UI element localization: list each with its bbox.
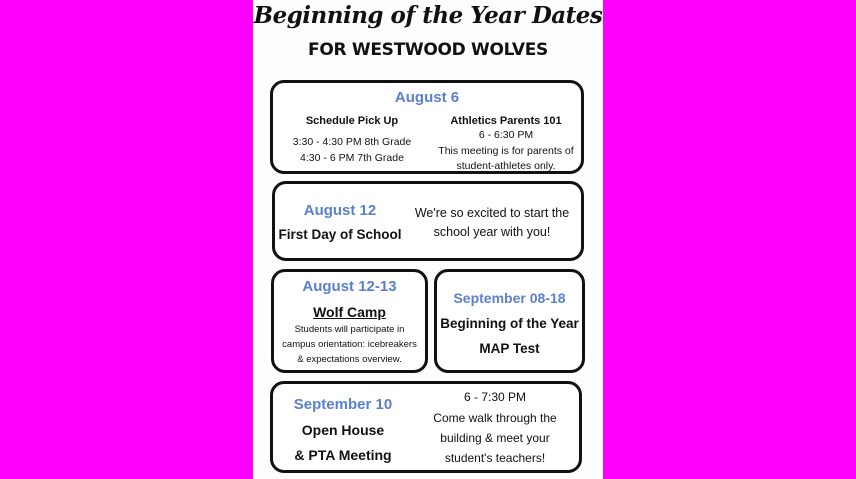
card-september-10: [270, 381, 582, 473]
wolf-camp-desc-1: Students will participate in: [294, 324, 405, 335]
athletics-heading: Athletics Parents 101: [450, 115, 562, 127]
schedule-line-7th: 4:30 - 6 PM 7th Grade: [300, 152, 404, 164]
aug12-note-2: school year with you!: [433, 225, 551, 239]
card-september-08-18: [434, 269, 585, 373]
aug12-note-1: We're so excited to start the: [414, 206, 570, 220]
open-house-event-1: Open House: [301, 422, 385, 438]
wolf-camp-desc-2: campus orientation: icebreakers: [282, 339, 417, 350]
open-house-note-3: student's teachers!: [444, 451, 546, 465]
card-date: August 6: [394, 89, 460, 106]
athletics-note-2: student-athletes only.: [456, 160, 556, 172]
card-date: September 08-18: [453, 290, 566, 306]
card-date: September 10: [293, 396, 393, 413]
open-house-time: 6 - 7:30 PM: [463, 390, 527, 404]
map-test-event-1: Beginning of the Year: [440, 316, 579, 331]
wolf-camp-desc-3: & expectations overview.: [297, 354, 402, 365]
card-august-12: [272, 181, 584, 261]
schedule-line-8th: 3:30 - 4:30 PM 8th Grade: [292, 136, 412, 148]
flyer-subtitle: FOR WESTWOOD WOLVES: [308, 40, 548, 60]
open-house-event-2: & PTA Meeting: [294, 447, 392, 463]
card-date: August 12-13: [302, 278, 397, 295]
open-house-note-2: building & meet your: [440, 431, 550, 445]
flyer: [253, 0, 603, 479]
first-day-event: First Day of School: [278, 227, 402, 242]
open-house-note-1: Come walk through the: [433, 411, 557, 425]
card-august-12-13: [271, 269, 428, 373]
card-date: August 12: [303, 202, 377, 219]
wolf-camp-event: Wolf Camp: [313, 304, 386, 320]
flyer-title: Beginning of the Year Dates: [253, 2, 603, 29]
map-test-event-2: MAP Test: [479, 341, 540, 356]
schedule-pickup-heading: Schedule Pick Up: [305, 115, 399, 127]
card-august-6: [270, 80, 584, 174]
athletics-time: 6 - 6:30 PM: [478, 129, 534, 141]
athletics-note-1: This meeting is for parents of: [438, 145, 574, 157]
